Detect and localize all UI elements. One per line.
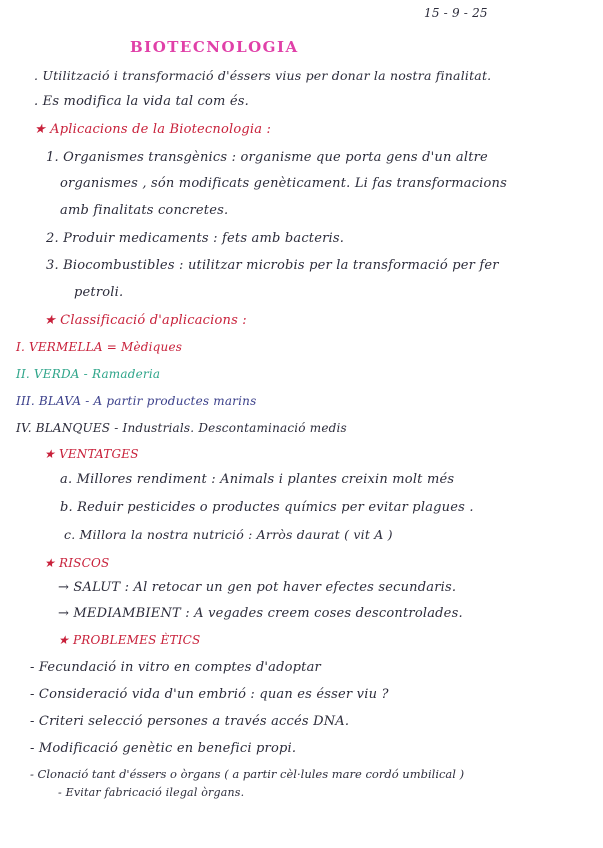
intro-line-1: . Utilització i transformació d'éssers vius per donar la nostra finalitat. (34, 68, 492, 83)
class-blava: III. BLAVA - A partir productes marins (16, 394, 257, 408)
risc-mediambient: → MEDIAMBIENT : A vegades creem coses descontrolades. (58, 606, 463, 621)
aplicacio-2: 2. Produir medicaments : fets amb bacteris. (46, 231, 345, 246)
aplicacio-1-cont: organismes , són modificats genèticament. Li fas transformacions (60, 176, 508, 191)
etic-4: - Modificació genètic en benefici propi. (30, 741, 297, 756)
aplicacio-1-cont2: amb finalitats concretes. (60, 203, 229, 218)
heading-problemes-etics: ★ PROBLEMES ÈTICS (58, 633, 201, 647)
aplicacio-3: 3. Biocombustibles : utilitzar microbis per la transformació per fer (46, 258, 499, 273)
heading-riscos: ★ RISCOS (44, 556, 110, 570)
etic-5-cont: - Evitar fabricació ilegal òrgans. (58, 786, 245, 799)
ventatge-c: c. Millora la nostra nutrició : Arròs daurat ( vit A ) (64, 527, 393, 542)
class-vermella: I. VERMELLA = Mèdiques (16, 340, 183, 354)
aplicacio-1: 1. Organismes transgènics : organisme que porta gens d'un altre (46, 150, 488, 165)
class-blanques: IV. BLANQUES - Industrials. Descontaminació medis (16, 421, 347, 435)
ventatge-a: a. Millores rendiment : Animals i plantes creixin molt més (60, 472, 455, 487)
class-verda: II. VERDA - Ramaderia (16, 367, 161, 381)
etic-5: - Clonació tant d'éssers o òrgans ( a partir cèl·lules mare cordó umbilical ) (30, 767, 465, 781)
page-title: BIOTECNOLOGIA (130, 38, 299, 56)
etic-3: - Criteri selecció persones a través accés DNA. (30, 714, 350, 729)
aplicacio-3-cont: petroli. (74, 285, 124, 300)
ventatge-b: b. Reduir pesticides o productes químics per evitar plagues . (60, 500, 474, 515)
risc-salut: → SALUT : Al retocar un gen pot haver efectes secundaris. (58, 580, 457, 595)
etic-2: - Consideració vida d'un embrió : quan es ésser viu ? (30, 687, 389, 702)
etic-1: - Fecundació in vitro en comptes d'adoptar (30, 660, 321, 675)
heading-classificacio: ★ Classificació d'aplicacions : (44, 313, 247, 328)
heading-aplicacions: ★ Aplicacions de la Biotecnologia : (34, 122, 272, 137)
date: 15 - 9 - 25 (424, 6, 488, 20)
intro-line-2: . Es modifica la vida tal com és. (34, 94, 249, 109)
heading-ventatges: ★ VENTATGES (44, 447, 139, 461)
